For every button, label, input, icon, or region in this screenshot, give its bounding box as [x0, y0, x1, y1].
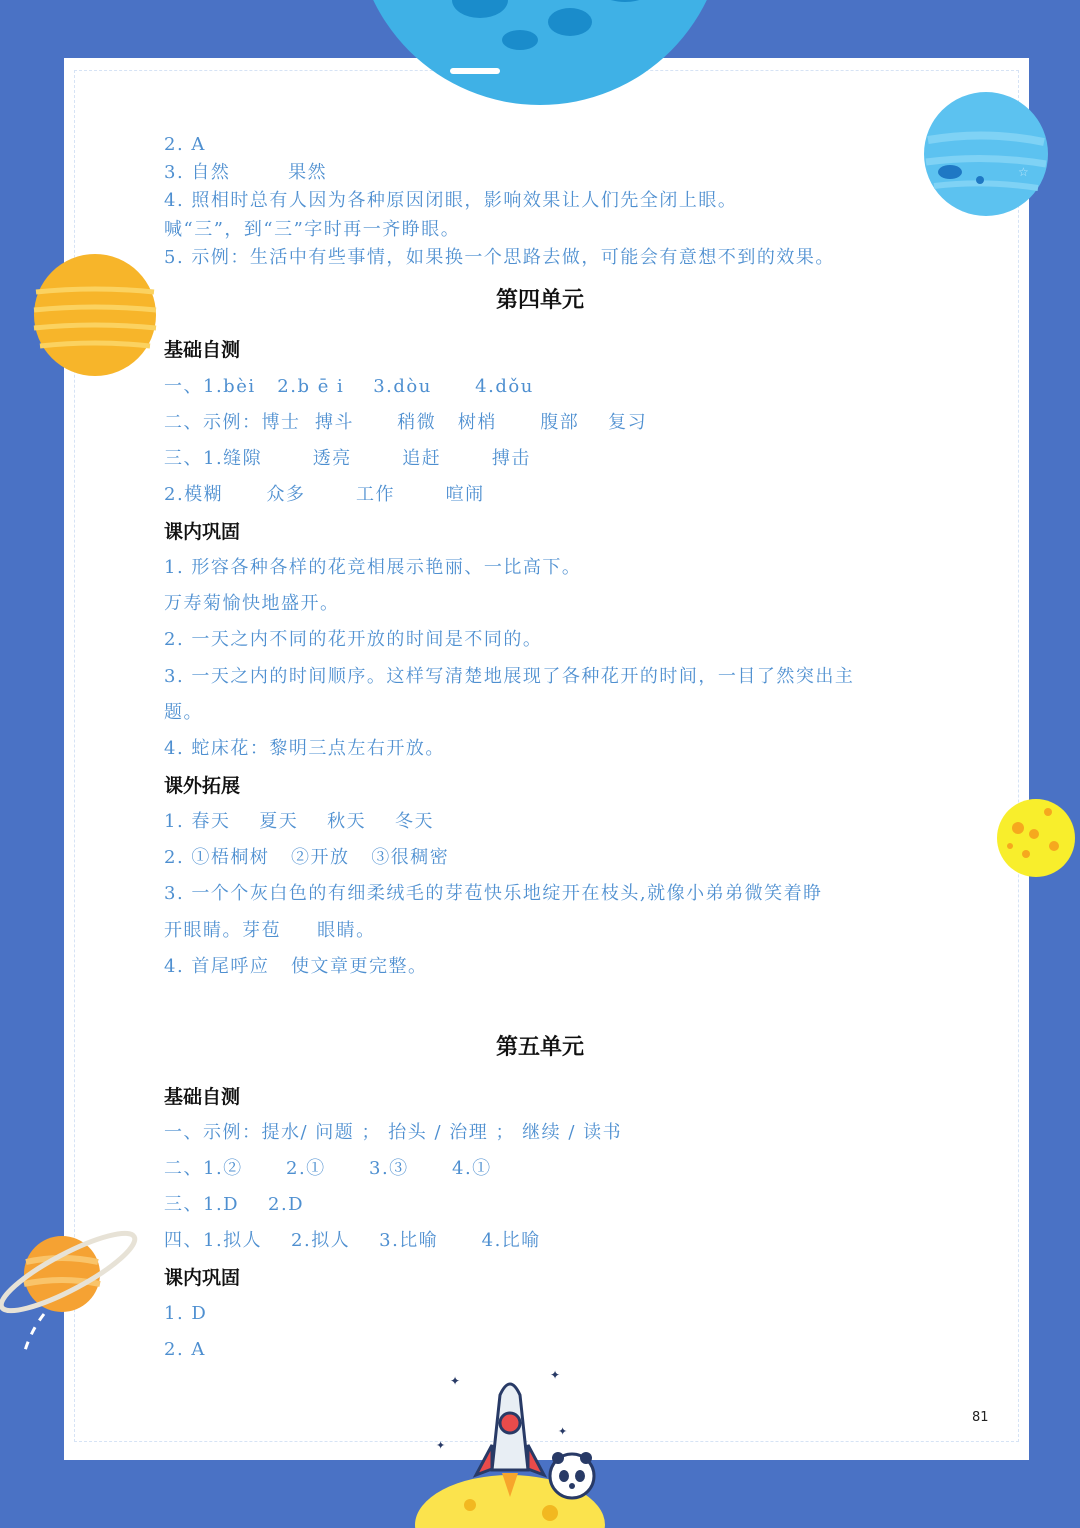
- answer-line: 1. 春天 夏天 秋天 冬天: [164, 811, 435, 832]
- answer-line: 一、1.bèi 2.b ē i 3.dòu 4.dǒu: [164, 376, 534, 397]
- page-number: 81: [972, 1410, 989, 1425]
- answer-line: 题。: [164, 702, 203, 723]
- svg-text:✦: ✦: [436, 1439, 446, 1452]
- answer-line: 4. 照相时总有人因为各种原因闭眼，影响效果让人们先全闭上眼。: [164, 190, 738, 211]
- section-heading: 课内巩固: [164, 521, 241, 543]
- answer-line: 5. 示例：生活中有些事情，如果换一个思路去做，可能会有意想不到的效果。: [164, 247, 835, 268]
- section-heading: 课外拓展: [164, 775, 241, 797]
- answer-line: 4. 首尾呼应 使文章更完整。: [164, 956, 428, 977]
- answer-line: 3. 自然 果然: [164, 162, 328, 183]
- unit-title: 第四单元: [495, 288, 584, 313]
- answer-line: 一、示例：提水/ 问题 ； 抬头 / 治理 ； 继续 / 读书: [164, 1122, 623, 1143]
- answer-line: 2. A: [164, 134, 206, 155]
- svg-text:✦: ✦: [450, 1374, 461, 1388]
- answer-line: 二、1.② 2.① 3.③ 4.①: [164, 1158, 492, 1179]
- answer-line: 开眼睛。芽苞 眼睛。: [164, 920, 376, 941]
- answer-line: 2. ①梧桐树 ②开放 ③很稠密: [164, 847, 450, 868]
- section-heading: 基础自测: [164, 1086, 241, 1108]
- answer-line: 二、示例：博士 搏斗 稍微 树梢 腹部 复习: [164, 412, 648, 433]
- answer-line: 四、1.拟人 2.拟人 3.比喻 4.比喻: [164, 1230, 541, 1251]
- svg-text:✦: ✦: [558, 1425, 568, 1438]
- section-heading: 基础自测: [164, 339, 241, 361]
- answer-line: 3. 一天之内的时间顺序。这样写清楚地展现了各种花开的时间，一目了然突出主: [164, 666, 855, 687]
- answer-line: 3. 一个个灰白色的有细柔绒毛的芽苞快乐地绽开在枝头,就像小弟弟微笑着睁: [164, 883, 823, 904]
- answer-line: 4. 蛇床花：黎明三点左右开放。: [164, 738, 445, 759]
- answer-line: 2. 一天之内不同的花开放的时间是不同的。: [164, 629, 543, 650]
- answer-line: 万寿菊愉快地盛开。: [164, 593, 340, 614]
- answer-line: 三、1.缝隙 透亮 追赶 搏击: [164, 448, 531, 469]
- svg-text:☆: ☆: [1018, 165, 1029, 179]
- answer-line: 三、1.D 2.D: [164, 1194, 305, 1215]
- unit-title: 第五单元: [495, 1035, 584, 1060]
- svg-text:✦: ✦: [550, 1368, 561, 1382]
- answer-line: 2. A: [164, 1339, 206, 1360]
- answer-line: 1. D: [164, 1303, 208, 1324]
- answer-line: 1. 形容各种各样的花竞相展示艳丽、一比高下。: [164, 557, 582, 578]
- section-heading: 课内巩固: [164, 1267, 241, 1289]
- answer-line: 2.模糊 众多 工作 喧闹: [164, 484, 485, 505]
- answer-line: 喊“三”，到“三”字时再一齐睁眼。: [164, 219, 461, 240]
